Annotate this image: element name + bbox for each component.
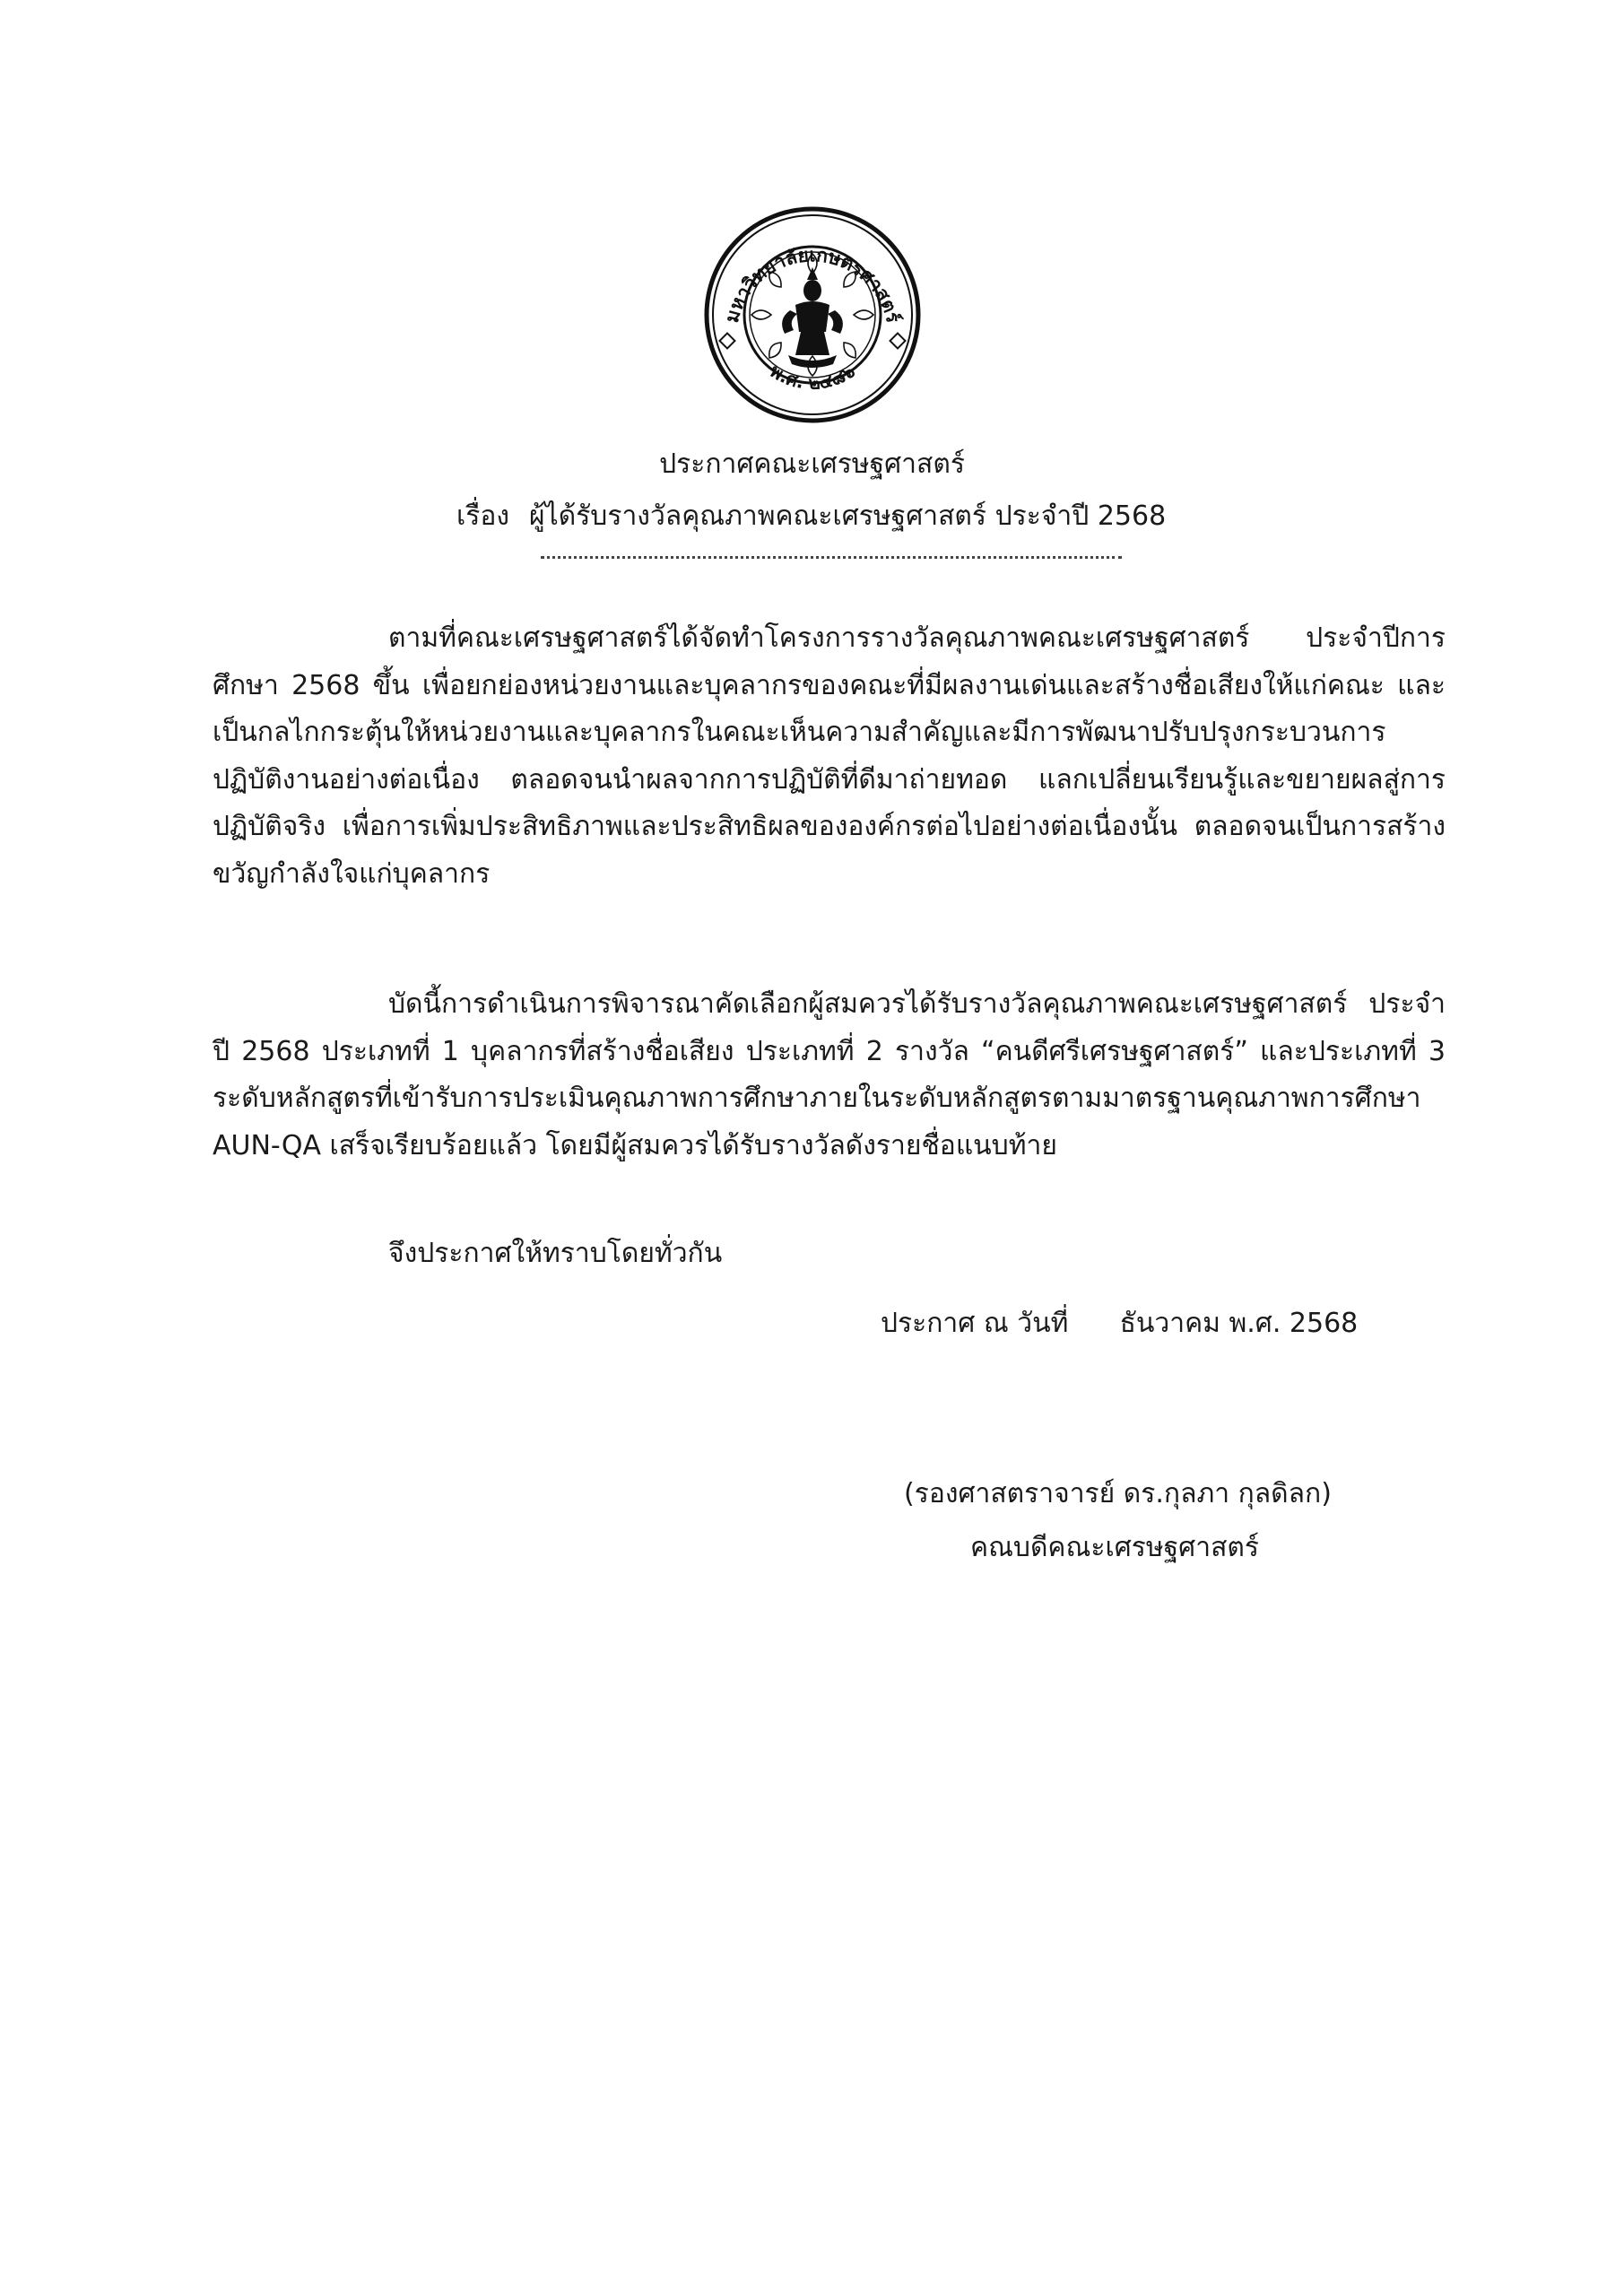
seal-ring-text: มหาวิทยาลัยเกษตรศาสตร์ [720, 244, 905, 326]
announcement-title: ประกาศคณะเศรษฐศาสตร์ [659, 448, 965, 480]
university-seal-icon [702, 204, 923, 425]
signatory-name: (รองศาสตราจารย์ ดร.กุลภา กุลดิลก) [904, 1478, 1332, 1509]
announcement-date: ประกาศ ณ วันที่ ธันวาคม พ.ศ. 2568 [881, 1308, 1359, 1339]
signatory-title: คณบดีคณะเศรษฐศาสตร์ [970, 1532, 1259, 1563]
body-paragraph-2 [213, 981, 1446, 1170]
subject-text: ผู้ได้รับรางวัลคุณภาพคณะเศรษฐศาสตร์ ประจำปี 2568 [529, 500, 1167, 532]
body-paragraph-3: จึงประกาศให้ทราบโดยทั่วกัน [388, 1238, 723, 1269]
seal-year-text: พ.ศ. ๒๔๘๖ [766, 360, 859, 394]
announcement-subject [456, 499, 1166, 535]
body-paragraph-1 [213, 615, 1446, 898]
dotted-divider [541, 556, 1122, 559]
paragraph-2-text: บัดนี้การดำเนินการพิจารณาคัดเลือกผู้สมควรได้รับรางวัลคุณภาพคณะเศรษฐศาสตร์ ประจำปี 2568 ประเภทที่ 1 บุคลากรที่สร้างชื่อเสียง ประเภทที่ 2 รางวัล “คนดีศรีเศรษฐศาสตร์” และประเภทที่ 3 ระดับหลักสูตรที่เข้ารับการประเมินคุณภาพการศึกษาภายในระดับหลักสูตรตามมาตรฐานคุณภาพการศึกษา AUN-QA เสร็จเรียบร้อยแล้ว โดยมีผู้สมควรได้รับรางวัลดังรายชื่อแนบท้าย [213, 988, 1446, 1161]
subject-label: เรื่อง [456, 500, 510, 532]
paragraph-1-text: ตามที่คณะเศรษฐศาสตร์ได้จัดทำโครงการรางวัลคุณภาพคณะเศรษฐศาสตร์ ประจำปีการศึกษา 2568 ขึ้น เพื่อยกย่องหน่วยงานและบุคลากรของคณะที่มีผลงานเด่นและสร้างชื่อเสียงให้แก่คณะ และเป็นกลไกกระตุ้นให้หน่วยงานและบุคลากรในคณะเห็นความสำคัญและมีการพัฒนาปรับปรุงกระบวนการปฏิบัติงานอย่างต่อเนื่อง ตลอดจนนำผลจากการปฏิบัติที่ดีมาถ่ายทอด แลกเปลี่ยนเรียนรู้และขยายผลสู่การปฏิบัติจริง เพื่อการเพิ่มประสิทธิภาพและประสิทธิผลขององค์กรต่อไปอย่างต่อเนื่องนั้น ตลอดจนเป็นการสร้างขวัญกำลังใจแก่บุคลากร [213, 622, 1446, 890]
